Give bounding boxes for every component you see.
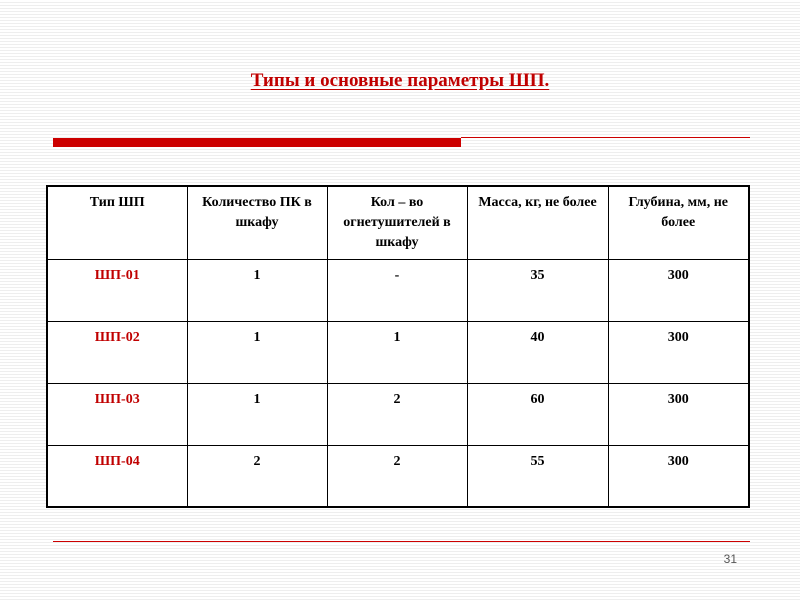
table-row [47,383,749,445]
decorative-bar-thick [53,138,461,147]
cell-mass: 35 [467,259,608,321]
cell-hydrant-count: 2 [187,445,327,507]
cell-type: ШП-02 [47,321,187,383]
decorative-line-bottom [53,541,750,542]
cell-hydrant-count: 1 [187,259,327,321]
cell-mass: 55 [467,445,608,507]
decorative-line-top [461,137,750,138]
table-row [47,259,749,321]
slide-title: Типы и основные параметры ШП. [250,70,550,91]
cell-hydrant-count: 1 [187,383,327,445]
table-header-row [47,186,749,259]
column-header-depth: Глубина, мм, не более [608,186,749,259]
cell-extinguisher-count: 2 [327,445,467,507]
cell-type: ШП-03 [47,383,187,445]
cell-depth: 300 [608,383,749,445]
cell-extinguisher-count: - [327,259,467,321]
cell-depth: 300 [608,321,749,383]
parameters-table [46,185,750,508]
cell-mass: 40 [467,321,608,383]
cell-depth: 300 [608,259,749,321]
column-header-mass: Масса, кг, не более [467,186,608,259]
cell-mass: 60 [467,383,608,445]
cell-type: ШП-01 [47,259,187,321]
cell-extinguisher-count: 2 [327,383,467,445]
column-header-extinguisher-count: Кол – во огнетушителей в шкафу [327,186,467,259]
column-header-hydrant-count: Количество ПК в шкафу [187,186,327,259]
table-row [47,321,749,383]
column-header-type: Тип ШП [47,186,187,259]
page-number: 31 [723,552,737,566]
cell-extinguisher-count: 1 [327,321,467,383]
cell-depth: 300 [608,445,749,507]
cell-type: ШП-04 [47,445,187,507]
cell-hydrant-count: 1 [187,321,327,383]
table-row [47,445,749,507]
